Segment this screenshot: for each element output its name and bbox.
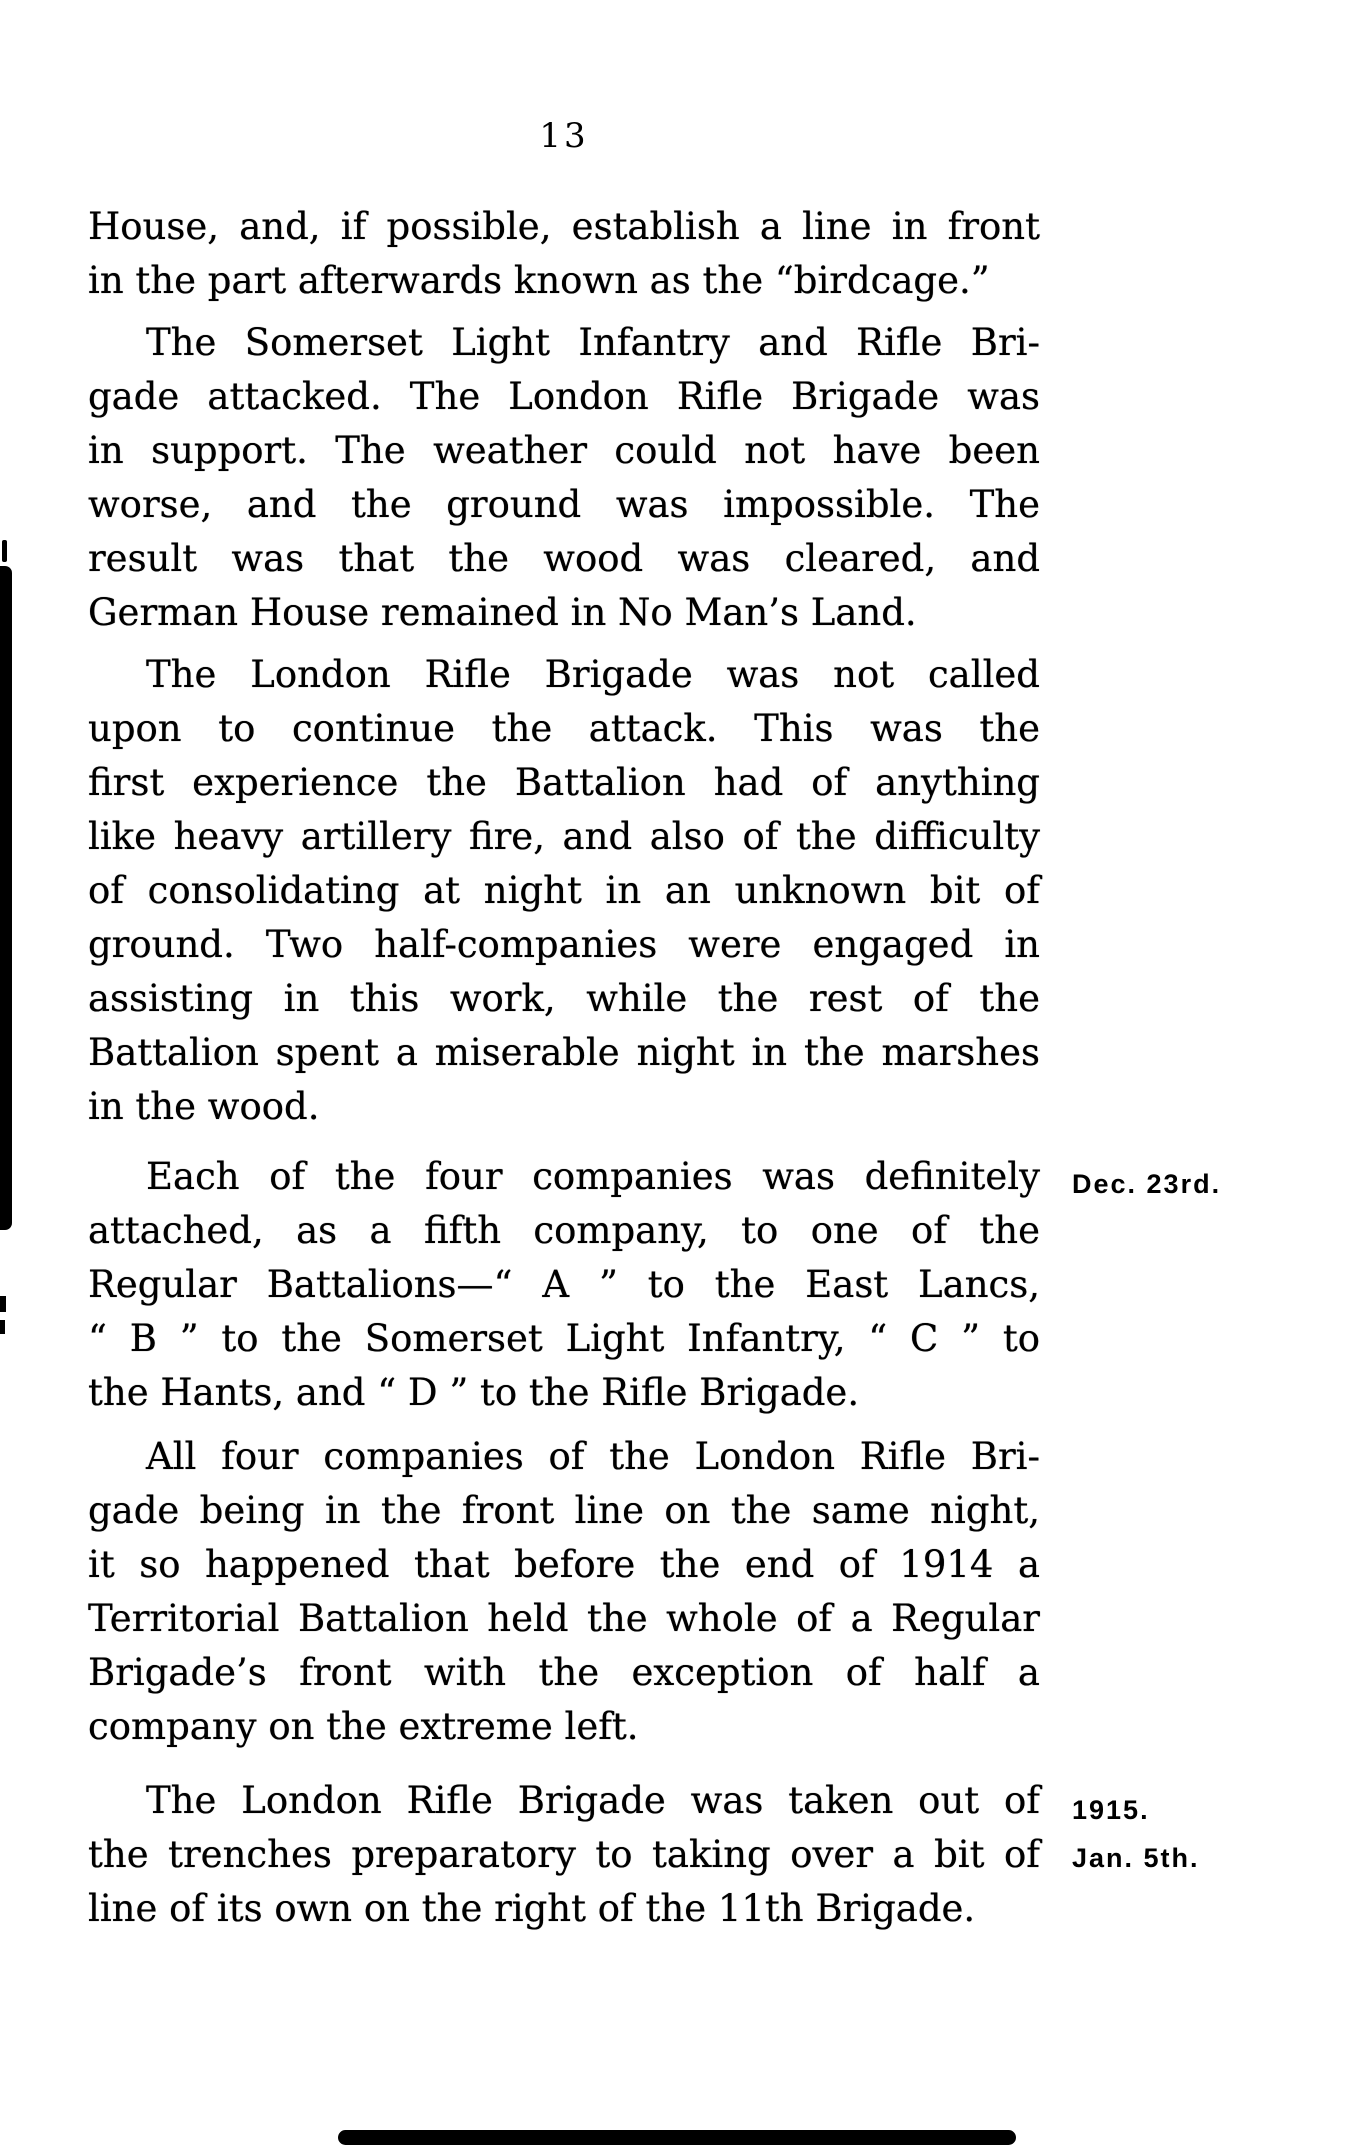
text-line: The London Rifle Brigade was not called <box>146 653 1040 696</box>
text-line: Territorial Battalion held the whole of a Regular <box>88 1597 1040 1640</box>
text-line: assisting in this work, while the rest of the <box>88 977 1040 1020</box>
scan-gutter-line <box>0 566 12 1230</box>
text-line: upon to continue the attack. This was the <box>88 707 1040 750</box>
text-line: in the part afterwards known as the “birdcage.” <box>88 259 990 302</box>
text-line: the Hants, and “ D ” to the Rifle Brigade. <box>88 1371 860 1414</box>
text-line: Brigade’s front with the exception of half a <box>88 1651 1040 1694</box>
text-line: worse, and the ground was impossible. The <box>88 483 1040 526</box>
paragraph <box>88 316 1040 640</box>
paragraph <box>88 200 1040 308</box>
text-line: gade attacked. The London Rifle Brigade was <box>88 375 1040 418</box>
text-line: in support. The weather could not have been <box>88 429 1040 472</box>
text-line: Regular Battalions—“ A ” to the East Lancs, <box>88 1263 1040 1306</box>
text-line: company on the extreme left. <box>88 1705 639 1748</box>
text-line: Battalion spent a miserable night in the marshes <box>88 1031 1040 1074</box>
paragraph <box>88 1430 1040 1754</box>
text-line: All four companies of the London Rifle Bri- <box>146 1435 1040 1478</box>
scan-gutter-tick-icon <box>2 540 7 562</box>
margin-note-line: Dec. 23rd. <box>1072 1169 1222 1199</box>
text-line: the trenches preparatory to taking over a bit of <box>88 1833 1040 1876</box>
scan-gutter-tick-icon <box>0 1320 5 1334</box>
text-line: gade being in the front line on the same night, <box>88 1489 1040 1532</box>
text-line: German House remained in No Man’s Land. <box>88 591 917 634</box>
margin-note-line: 1915. <box>1072 1795 1150 1825</box>
text-block <box>88 200 1040 1936</box>
text-line: The Somerset Light Infantry and Rifle Bri- <box>146 321 1040 364</box>
text-line: of consolidating at night in an unknown bit of <box>88 869 1040 912</box>
margin-note <box>1072 1160 1221 1208</box>
text-line: result was that the wood was cleared, and <box>88 537 1040 580</box>
paragraph <box>88 1774 1040 1936</box>
margin-note-line: Jan. 5th. <box>1072 1843 1200 1873</box>
scan-gutter-tick-icon <box>0 1296 6 1312</box>
text-line: ground. Two half-companies were engaged in <box>88 923 1040 966</box>
text-line: “ B ” to the Somerset Light Infantry, “ C ” to <box>88 1317 1040 1360</box>
text-line: in the wood. <box>88 1085 320 1128</box>
paragraph <box>88 1150 1040 1420</box>
text-line: House, and, if possible, establish a line in front <box>88 205 1040 248</box>
text-line: Each of the four companies was definitely <box>146 1155 1040 1198</box>
scan-bottom-bar <box>338 2130 1016 2145</box>
text-line: first experience the Battalion had of anything <box>88 761 1040 804</box>
text-line: it so happened that before the end of 1914 a <box>88 1543 1040 1586</box>
paragraph <box>88 648 1040 1134</box>
text-line: attached, as a fifth company, to one of the <box>88 1209 1040 1252</box>
text-line: The London Rifle Brigade was taken out of <box>146 1779 1040 1822</box>
page-number: 13 <box>539 116 589 156</box>
margin-note <box>1072 1786 1200 1882</box>
text-line: like heavy artillery fire, and also of the difficulty <box>88 815 1040 858</box>
text-line: line of its own on the right of the 11th Brigade. <box>88 1887 976 1930</box>
